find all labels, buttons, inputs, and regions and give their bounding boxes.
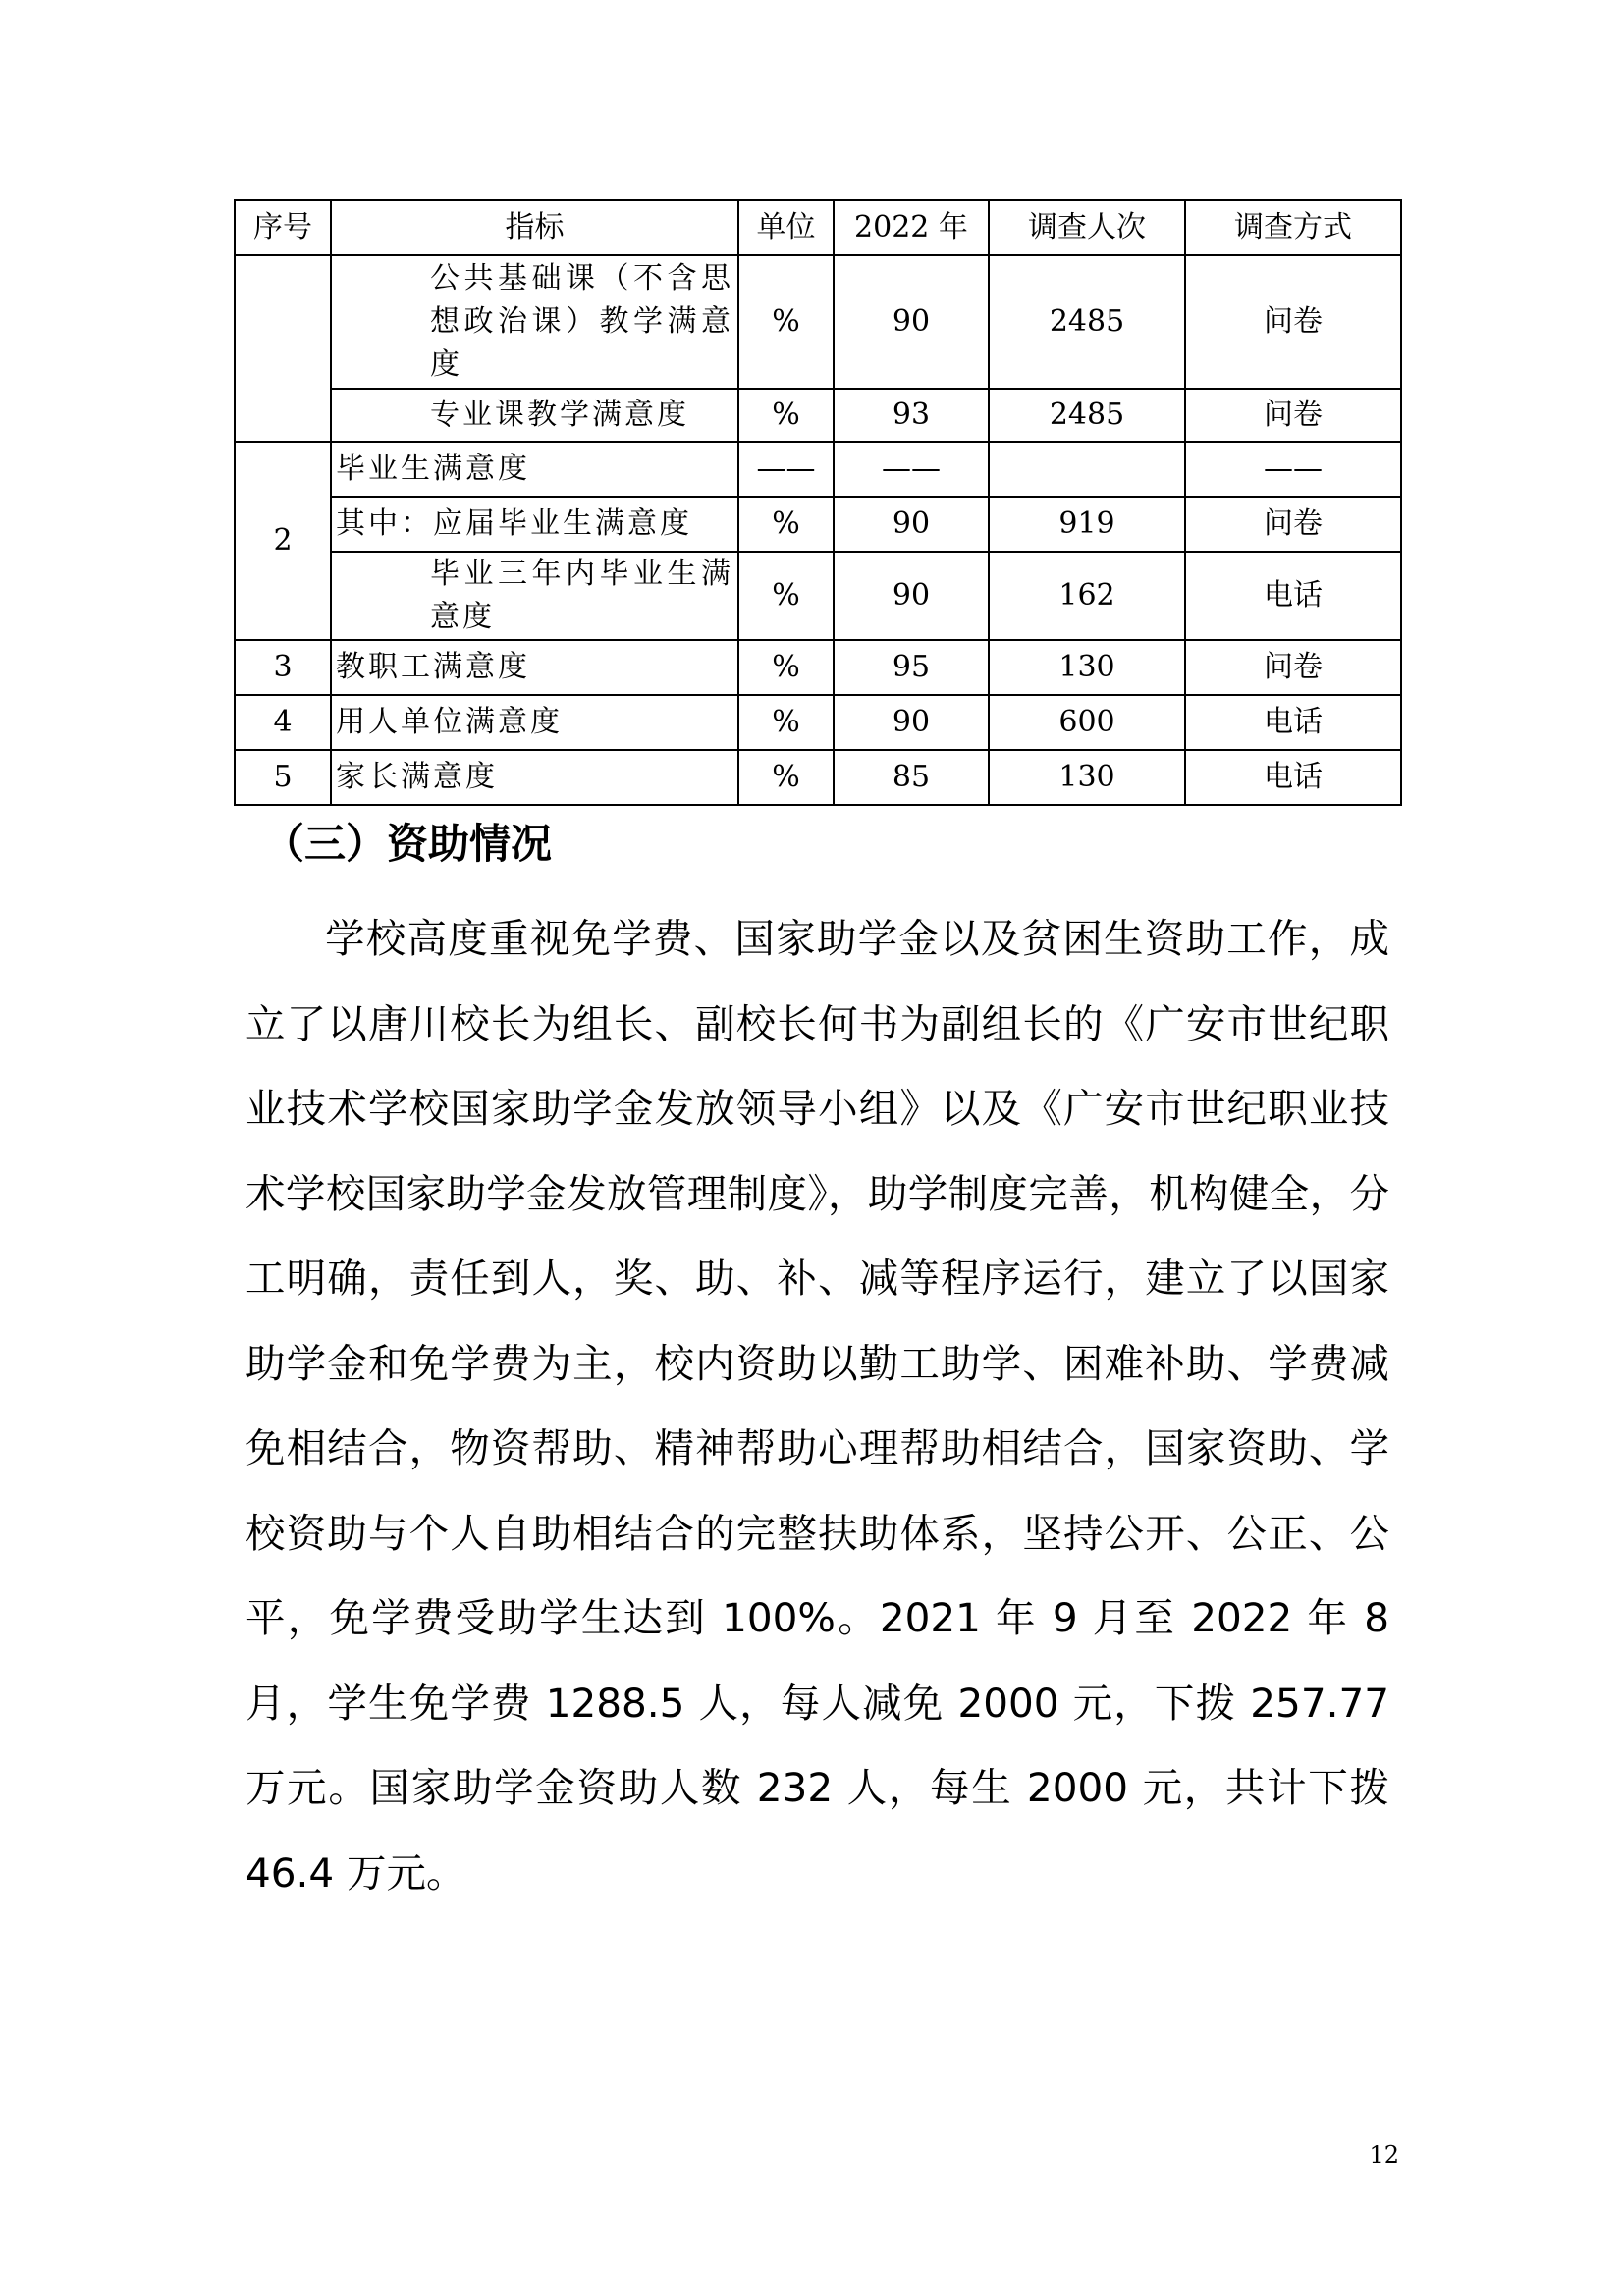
value-cell: 93 — [834, 389, 989, 442]
survey-count-cell: 600 — [989, 695, 1185, 750]
table-row — [235, 695, 1401, 750]
unit-cell: % — [738, 497, 834, 552]
unit-cell: % — [738, 552, 834, 640]
table-row — [235, 389, 1401, 442]
value-cell: 95 — [834, 640, 989, 695]
row-number-cell: 2 — [235, 442, 331, 640]
table-row — [235, 640, 1401, 695]
survey-method-cell: 电话 — [1185, 695, 1401, 750]
unit-cell: % — [738, 640, 834, 695]
indicator-cell: 公共基础课（不含思想政治课）教学满意度 — [331, 255, 738, 389]
indicator-cell: 毕业生满意度 — [331, 442, 738, 497]
page-number: 12 — [1369, 2141, 1399, 2168]
table-row — [235, 750, 1401, 805]
indicator-cell: 家长满意度 — [331, 750, 738, 805]
value-cell: 90 — [834, 255, 989, 389]
survey-count-cell: 919 — [989, 497, 1185, 552]
unit-cell: % — [738, 695, 834, 750]
section-paragraph: 学校高度重视免学费、国家助学金以及贫困生资助工作，成立了以唐川校长为组长、副校长何书为副组长的《广安市世纪职业技术学校国家助学金发放领导小组》以及《广安市世纪职业技术学校国家助学金发放管理制度》，助学制度完善，机构健全，分工明确，责任到人，奖、助、补、减等程序运行，建立了以国家助学金和免学费为主，校内资助以勤工助学、困难补助、学费减免相结合，物资帮助、精神帮助心理帮助相结合，国家资助、学校资助与个人自助相结合的完整扶助体系，坚持公开、公正、公平，免学费受助学生达到 100%。2021 年 9 月至 2022 年 8 月，学生免学费 1288.5 人，每人减免 2000 元，下拨 257.77 万元。国家助学金资助人数 232 人，每生 2000 元，共计下拨 46.4 万元。 — [245, 915, 1389, 1896]
survey-count-cell: 2485 — [989, 255, 1185, 389]
survey-method-cell: 问卷 — [1185, 389, 1401, 442]
header-year: 2022 年 — [834, 200, 989, 255]
survey-count-cell: 2485 — [989, 389, 1185, 442]
header-survey-count: 调查人次 — [989, 200, 1185, 255]
row-number-cell — [235, 255, 331, 442]
header-unit: 单位 — [738, 200, 834, 255]
unit-cell: % — [738, 750, 834, 805]
survey-method-cell: 问卷 — [1185, 640, 1401, 695]
row-number-cell: 4 — [235, 695, 331, 750]
survey-method-cell: 问卷 — [1185, 255, 1401, 389]
satisfaction-survey-table — [234, 199, 1402, 806]
survey-method-cell: 问卷 — [1185, 497, 1401, 552]
indicator-cell: 教职工满意度 — [331, 640, 738, 695]
table-header-row — [235, 200, 1401, 255]
indicator-cell: 专业课教学满意度 — [331, 389, 738, 442]
table-row — [235, 442, 1401, 497]
table-row — [235, 255, 1401, 389]
row-number-cell: 5 — [235, 750, 331, 805]
row-number-cell: 3 — [235, 640, 331, 695]
survey-method-cell: 电话 — [1185, 552, 1401, 640]
indicator-cell: 其中：应届毕业生满意度 — [331, 497, 738, 552]
value-cell: 90 — [834, 552, 989, 640]
survey-method-cell: —— — [1185, 442, 1401, 497]
value-cell: 85 — [834, 750, 989, 805]
header-survey-method: 调查方式 — [1185, 200, 1401, 255]
value-cell: —— — [834, 442, 989, 497]
table-row — [235, 552, 1401, 640]
value-cell: 90 — [834, 497, 989, 552]
survey-count-cell: 130 — [989, 750, 1185, 805]
unit-cell: % — [738, 389, 834, 442]
survey-method-cell: 电话 — [1185, 750, 1401, 805]
value-cell: 90 — [834, 695, 989, 750]
section-heading: （三）资助情况 — [263, 820, 553, 868]
header-indicator: 指标 — [331, 200, 738, 255]
unit-cell: % — [738, 255, 834, 389]
indicator-cell: 用人单位满意度 — [331, 695, 738, 750]
survey-count-cell: 162 — [989, 552, 1185, 640]
indicator-cell: 毕业三年内毕业生满意度 — [331, 552, 738, 640]
unit-cell: —— — [738, 442, 834, 497]
header-no: 序号 — [235, 200, 331, 255]
table-row — [235, 497, 1401, 552]
survey-count-cell: 130 — [989, 640, 1185, 695]
survey-count-cell — [989, 442, 1185, 497]
